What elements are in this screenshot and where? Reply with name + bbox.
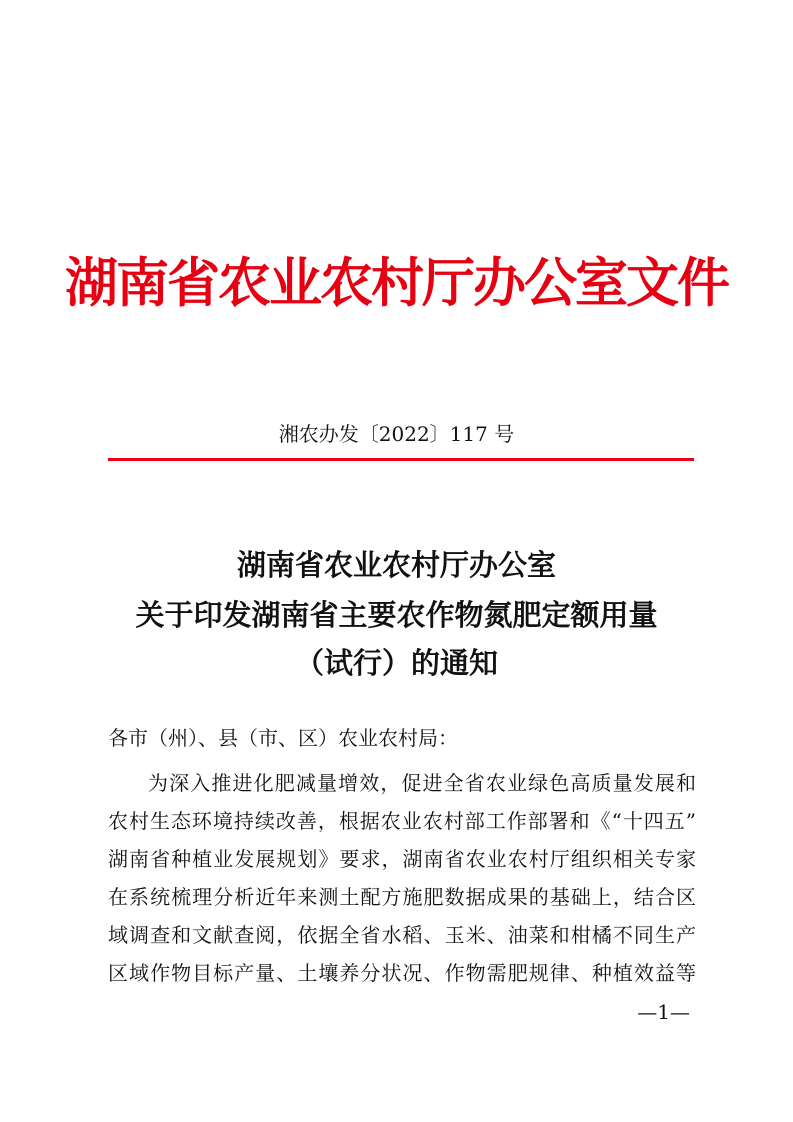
body-line: 农村生态环境持续改善，根据农业农村部工作部署和《“十四五” <box>108 809 696 833</box>
body-line: 为深入推进化肥减量增效，促进全省农业绿色高质量发展和 <box>148 771 696 795</box>
document-number: 湘农办发〔2022〕117 号 <box>278 422 515 446</box>
document-title-line-2: 关于印发湖南省主要农作物氮肥定额用量 <box>135 598 658 632</box>
document-title-line-3: （试行）的通知 <box>294 646 498 680</box>
body-line: 域调查和文献查阅，依据全省水稻、玉米、油菜和柑橘不同生产 <box>108 923 696 947</box>
body-paragraph <box>108 764 696 992</box>
document-title-line-1: 湖南省农业农村厅办公室 <box>236 548 556 582</box>
body-line: 区域作物目标产量、土壤养分状况、作物需肥规律、种植效益等 <box>108 961 696 985</box>
masthead-title: 湖南省农业农村厅办公室文件 <box>65 253 728 314</box>
salutation: 各市（州）、县（市、区）农业农村局： <box>108 726 458 750</box>
body-line: 在系统梳理分析近年来测土配方施肥数据成果的基础上，结合区 <box>108 885 696 909</box>
red-divider-line <box>108 458 694 461</box>
page-number: —1— <box>637 1000 690 1024</box>
body-line: 湖南省种植业发展规划》要求，湖南省农业农村厅组织相关专家 <box>108 847 696 871</box>
